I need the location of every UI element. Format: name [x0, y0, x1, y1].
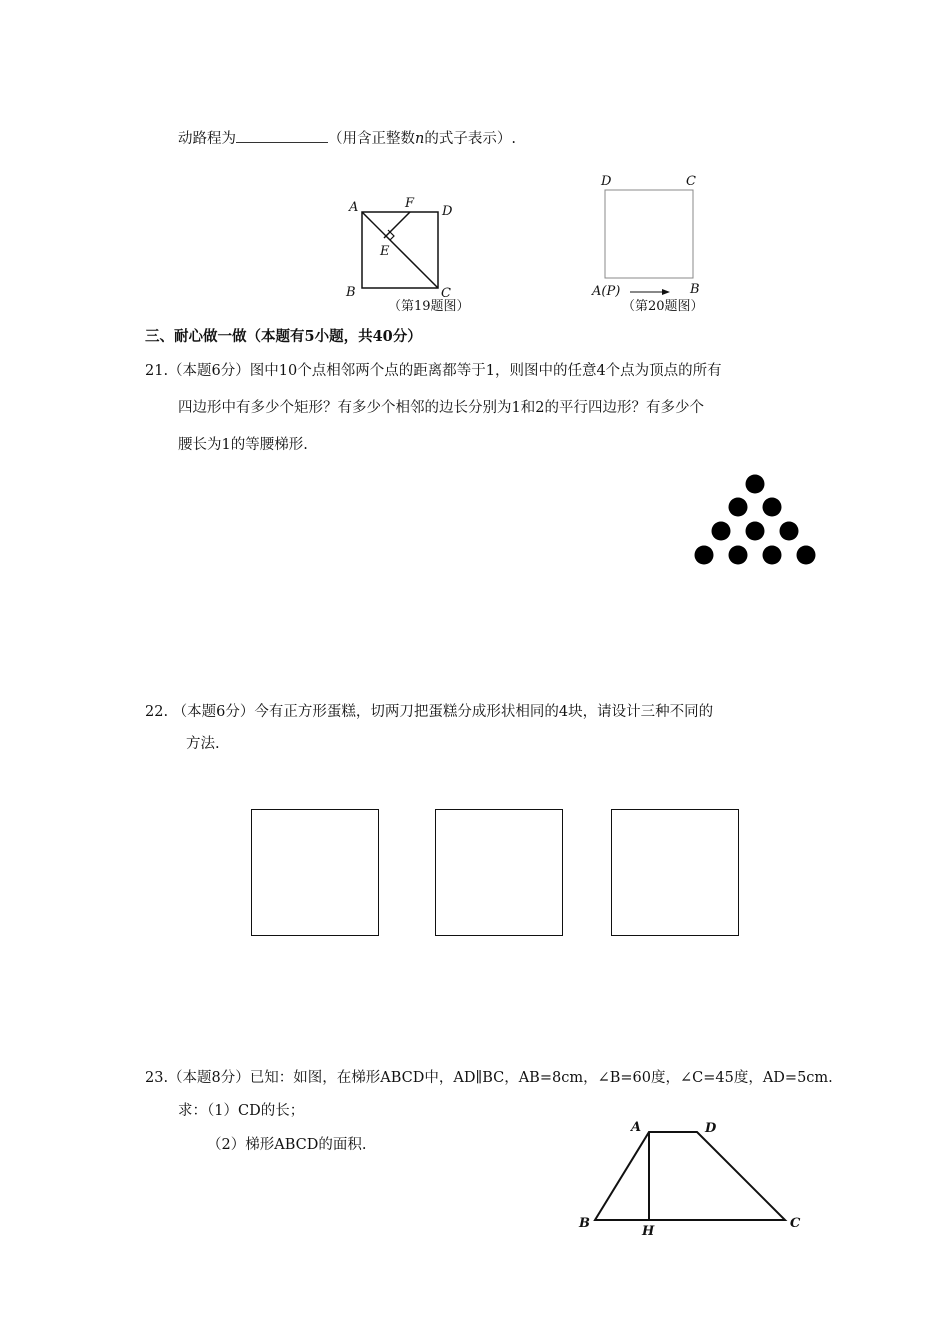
q23-label-d: D: [705, 1121, 717, 1136]
q20-label-b: B: [690, 282, 700, 297]
q19-var-n: n: [415, 131, 425, 147]
q20-label-d: D: [601, 174, 612, 189]
q23-line2: 求：（1）CD的长；: [178, 1103, 305, 1119]
q23-label-a: A: [631, 1120, 642, 1135]
q21-line2: 四边形中有多少个矩形？有多少个相邻的边长分别为1和2的平行四边形？有多少个: [178, 400, 704, 416]
q21-line1: 21.（本题6分）图中10个点相邻两个点的距离都等于1，则图中的任意4个点为顶点的所有: [145, 363, 722, 379]
q22-line2: 方法.: [186, 736, 220, 752]
q23-line1: 23.（本题8分）已知：如图，在梯形ABCD中，AD∥BC，AB=8cm，∠B=60度，∠C=45度，AD=5cm.: [145, 1070, 833, 1086]
q20-label-c: C: [686, 174, 696, 189]
q19-label-c: C: [441, 286, 451, 301]
q19-label-e: E: [380, 244, 390, 259]
q19-suffix2: 的式子表示）.: [424, 131, 516, 147]
q23-line3: （2）梯形ABCD的面积.: [207, 1137, 367, 1153]
q20-label-ap: A(P): [592, 284, 621, 299]
q19-suffix: （用含正整数: [328, 131, 415, 147]
q19-prefix: 动路程为: [178, 131, 236, 147]
q19-label-b: B: [346, 285, 356, 300]
q19-figure-caption: （第19题图）: [388, 299, 470, 314]
q23-label-c: C: [790, 1216, 801, 1231]
q21-line3: 腰长为1的等腰梯形.: [178, 437, 308, 453]
q19-label-f: F: [405, 196, 415, 211]
section3-title: 三、耐心做一做（本题有5小题，共40分）: [145, 328, 422, 345]
q22-line1: 22. （本题6分）今有正方形蛋糕，切两刀把蛋糕分成形状相同的4块，请设计三种不同的: [145, 704, 714, 720]
q19-label-d: D: [442, 204, 453, 219]
q19-label-a: A: [349, 200, 359, 215]
q20-figure-caption: （第20题图）: [622, 299, 704, 314]
q23-label-h: H: [642, 1224, 655, 1239]
q23-label-b: B: [579, 1216, 590, 1231]
